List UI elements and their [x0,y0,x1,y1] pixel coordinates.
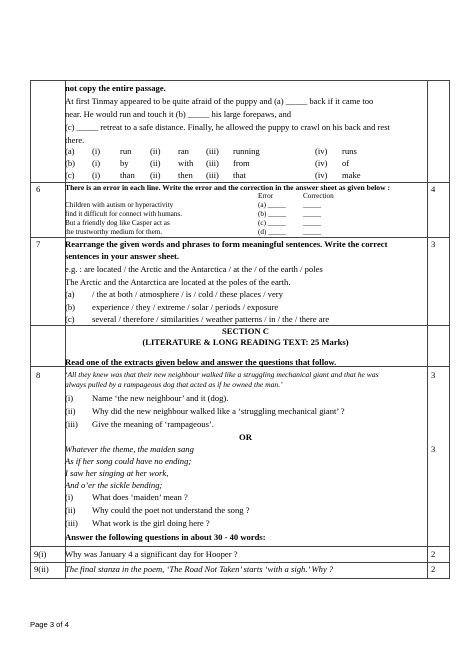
marks: 3 [431,370,436,380]
question-number: 8 [36,370,41,380]
question-title: sentences in your answer sheet. [65,251,180,261]
answer-blank: (d) _____ [258,228,287,236]
instruction-line: not copy the entire passage. [65,83,166,93]
item-label: (ii) [65,406,76,416]
error-header: Error [258,192,274,200]
item-label: (iii) [65,518,78,528]
item-label: (a) [65,289,75,299]
marks: 2 [431,564,436,574]
poem-line: Whatever the theme, the maiden sang [65,444,194,454]
item-label: (ii) [65,505,76,515]
marks: 4 [431,184,436,194]
item-label: (i) [65,492,74,502]
correction-header: Correction [303,192,334,200]
item-text: Name ‘the new neighbour’ and it (dog). [92,393,229,403]
marks: 3 [431,239,436,249]
correction-blank: _____ [303,210,321,218]
error-line: But a friendly dog like Casper act as [65,219,170,227]
question-text: The final stanza in the poem, ‘The Road Not Taken’ starts ‘with a sigh.’ Why ? [65,564,334,574]
passage-line: there. [65,135,85,145]
extract-quote: ‘All they knew was that their new neighbour walked like a struggling mechanical giant and that he was [65,370,379,379]
poem-line: As if her song could have no ending; [65,456,192,466]
error-line: find it difficult for connect with humans. [65,210,183,218]
question-number: 9(i) [34,549,47,559]
question-title: Rearrange the given words and phrases to form meaningful sentences. Write the correct [65,239,388,249]
or-separator: OR [239,432,252,442]
poem-line: And o’er the sickle bending; [65,480,163,490]
question-text: Why was January 4 a significant day for Hooper ? [65,549,238,559]
item-text: / the at both / atmosphere / is / cold / these places / very [92,289,283,299]
item-text: Give the meaning of ‘rampageous’. [92,419,214,429]
example-answer: The Arctic and the Antarctica are located at the poles of the earth. [65,277,291,287]
correction-blank: _____ [303,219,321,227]
passage-line: At first Tinmay appeared to be quite afraid of the puppy and (a) _____ back if it came too [65,96,374,106]
item-text: What does ‘maiden’ mean ? [92,492,188,502]
correction-blank: _____ [303,201,321,209]
exam-page: not copy the entire passage. At first Tinmay appeared to be quite afraid of the puppy and (a) _____ back if it came too near. He would run and touch it (b) _____ his large forepaws, and (c) _____ retreat to a safe distance. Finally, he allowed the puppy to crawl on his back and rest there. (a) (i) run (ii) ran (iii) running (iv) runs (b) (i) by (ii) with (iii) from (iv) of (c) (i) than (ii) then (iii) that (iv) make 6 There is an error in each line. Write the error and the correction in the answer sheet as given below : 4 Error Correction Children with autism or hyperactivity find it difficult for connect with humans. But a friendly dog like Casper act as the trustworthy medium for them. (a) _____ (b) _____ (c) _____ (d) _____ _____ _____ _____ _____ 7 Rearrange the given words and phrases to form meaningful sentences. Write the correct sentences in your answer sheet. 3 e.g. : are located / the Arctic and the Antarctica / at the / of the earth / poles The Arctic and the Antarctica are located at the poles of the earth. (a) / the at both / atmosphere / is / cold / these places / very (b) experience / they / extreme / solar / periods / exposure (c) several / therefore / similarities / weather patterns / in / the / there are SECTION C (LITERATURE & LONG READING TEXT: 25 Marks) Read one of the extracts given below and answer the questions that follow. 8 ‘All they knew was that their new neighbour walked like a struggling mechanical giant and that he was always pulled by a rampageous dog that acted as if he owned the man.’ 3 (i) Name ‘the new neighbour’ and it (dog). (ii) Why did the new neighbour walked like a ‘struggling mechanical giant’ ? (iii) Give the meaning of ‘rampageous’. OR Whatever the theme, the maiden sang 3 As if her song could have no ending; I saw her singing at her work, And o’er the sickle bending; (i) What does ‘maiden’ mean ? (ii) Why could the poet not understand the song ? (iii) What work is the girl doing here ? Answer the following questions in about 30 - 40 words: 9(i) Why was January 4 a significant day for Hooper ? 2 9(ii) The final stanza in the poem, ‘The Road Not Taken’ starts ‘with a sigh.’ Why ? 2 Page 3 of 4 [0,0,474,670]
question-number: 9(ii) [34,564,49,574]
item-text: What work is the girl doing here ? [92,518,210,528]
item-label: (i) [65,393,74,403]
item-text: several / therefore / similarities / weather patterns / in / the / there are [92,314,330,324]
marks: 2 [431,549,436,559]
row-divider [31,546,449,547]
page-footer: Page 3 of 4 [30,620,69,629]
passage-line: near. He would run and touch it (b) _____ his large forepaws, and [65,109,292,119]
extract-quote: always pulled by a rampageous dog that acted as if he owned the man.’ [65,380,283,389]
item-label: (iii) [65,419,78,429]
example: e.g. : are located / the Arctic and the Antarctica / at the / of the earth / poles [65,264,323,274]
row-divider [31,562,449,563]
item-text: Why did the new neighbour walked like a ‘struggling mechanical giant’ ? [92,406,345,416]
answer-heading: Answer the following questions in about 30 - 40 words: [65,532,266,542]
question-title: There is an error in each line. Write the error and the correction in the answer sheet as given below : [65,183,391,192]
column-divider-right [427,81,428,578]
row-divider [31,237,449,238]
marks: 3 [431,444,436,454]
answer-blank: (a) _____ [258,201,286,209]
section-subtitle: (LITERATURE & LONG READING TEXT: 25 Marks) [142,337,349,347]
error-line: the trustworthy medium for them. [65,228,163,236]
item-text: experience / they / extreme / solar / periods / exposure [92,302,279,312]
section-title: SECTION C [221,326,270,336]
answer-blank: (c) _____ [258,219,286,227]
passage-line: (c) _____ retreat to a safe distance. Finally, he allowed the puppy to crawl on his back and rest [65,122,390,132]
answer-blank: (b) _____ [258,210,287,218]
item-text: Why could the poet not understand the song ? [92,505,250,515]
poem-line: I saw her singing at her work, [65,468,169,478]
read-instruction: Read one of the extracts given below and answer the questions that follow. [65,357,337,367]
question-number: 6 [36,184,41,194]
correction-blank: _____ [303,228,321,236]
item-label: (c) [65,314,75,324]
item-label: (b) [65,302,76,312]
error-line: Children with autism or hyperactivity [65,201,174,209]
question-number: 7 [36,239,41,249]
